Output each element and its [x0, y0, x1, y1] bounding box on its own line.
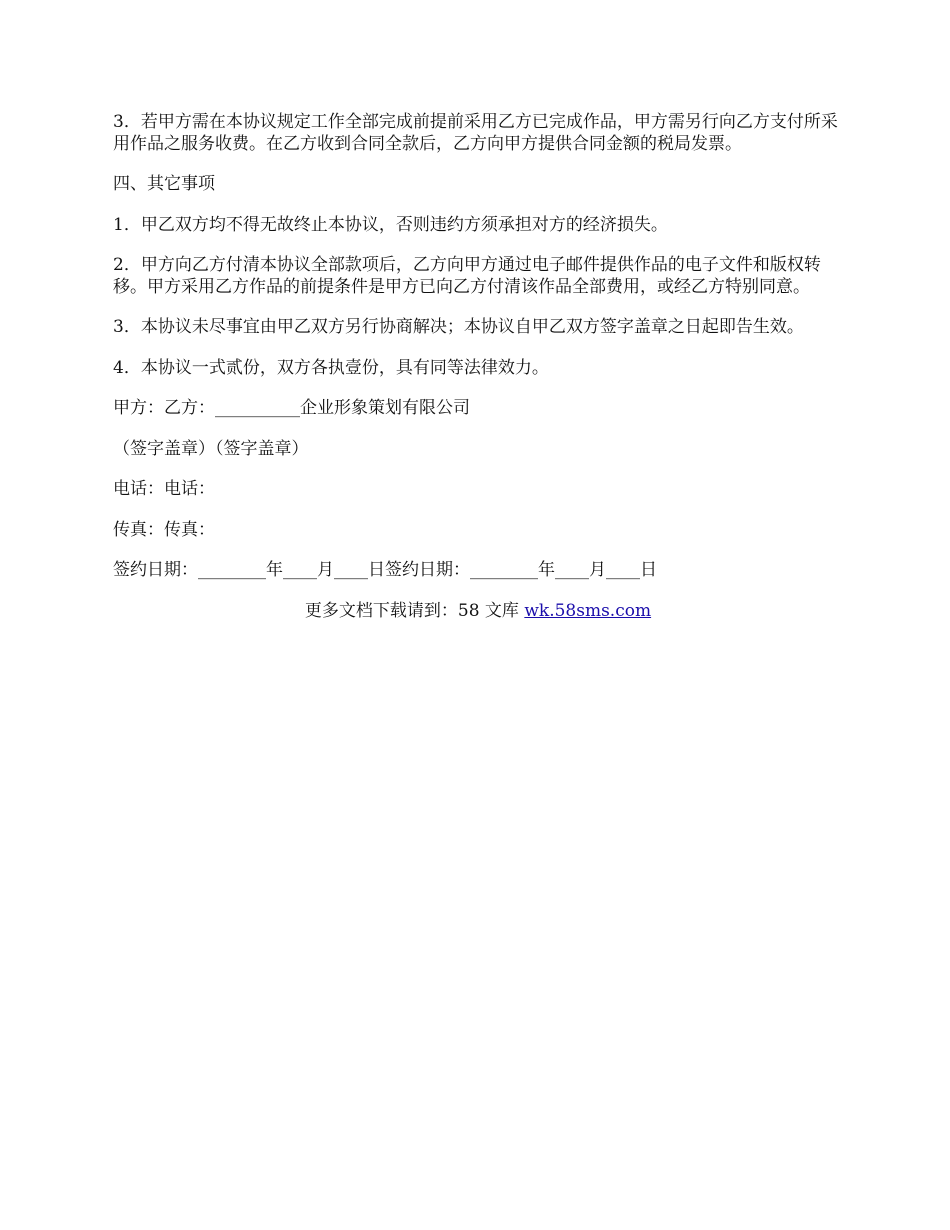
- footer-text: 更多文档下载请到：58 文库: [304, 600, 525, 621]
- section-heading-other-matters: 四、其它事项: [113, 174, 215, 194]
- clause-3-unresolved-matters: 3．本协议未尽事宜由甲乙双方另行协商解决；本协议自甲乙双方签字盖章之日起即告生效。: [113, 317, 804, 337]
- signature-parties-line: 甲方：乙方：__________企业形象策划有限公司: [113, 398, 470, 418]
- signature-seal-line: （签字盖章）（签字盖章）: [113, 438, 309, 459]
- signature-fax-line: 传真：传真：: [113, 519, 215, 540]
- footer-link[interactable]: wk.58sms.com: [524, 600, 652, 621]
- clause-3-early-use: 3．若甲方需在本协议规定工作全部完成前提前采用乙方已完成作品，甲方需另行向乙方支付所采用作品之服务收费。在乙方收到合同全款后，乙方向甲方提供合同金额的税局发票。: [113, 112, 838, 154]
- clause-2-copyright-transfer: 2．甲方向乙方付清本协议全部款项后，乙方向甲方通过电子邮件提供作品的电子文件和版权转移。甲方采用乙方作品的前提条件是甲方已向乙方付清该作品全部费用，或经乙方特别同意。: [113, 255, 821, 297]
- document-page: [113, 112, 843, 622]
- signature-date-line: 签约日期：________年____月____日签约日期：________年____月____日: [113, 560, 657, 580]
- footer-download-note: [113, 601, 843, 623]
- signature-phone-line: 电话：电话：: [113, 479, 215, 499]
- clause-1-termination: 1．甲乙双方均不得无故终止本协议，否则违约方须承担对方的经济损失。: [113, 214, 668, 235]
- clause-4-copies: 4．本协议一式贰份，双方各执壹份，具有同等法律效力。: [113, 357, 549, 378]
